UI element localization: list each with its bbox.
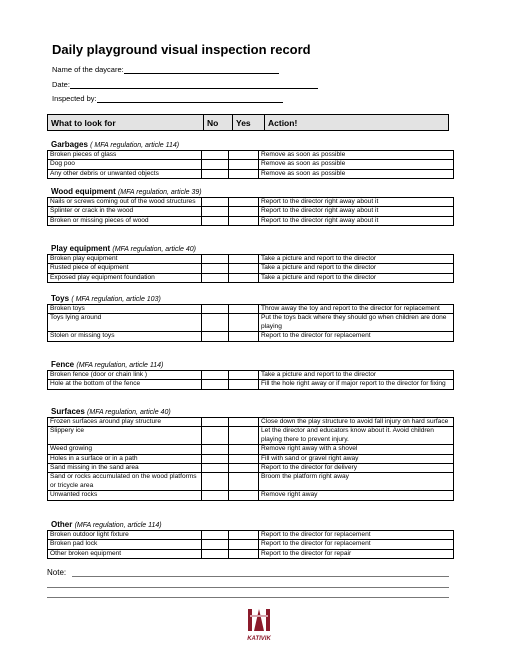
no-checkbox[interactable] (202, 314, 229, 332)
item-cell: Exposed play equipment foundation (48, 273, 202, 282)
yes-checkbox[interactable] (229, 531, 259, 540)
item-cell: Broken pieces of glass (48, 151, 202, 160)
section-regulation: (MFA regulation, article 114) (76, 362, 164, 369)
item-cell: Hole at the bottom of the fence (48, 380, 202, 389)
action-cell: Remove as soon as possible (259, 151, 454, 160)
action-cell: Take a picture and report to the director (259, 264, 454, 273)
yes-checkbox[interactable] (229, 198, 259, 207)
header-action: Action! (265, 115, 449, 131)
no-checkbox[interactable] (202, 332, 229, 341)
no-checkbox[interactable] (202, 473, 229, 491)
inspected-by-label: Inspected by: (52, 94, 97, 103)
table-row (48, 273, 454, 282)
section-table (47, 197, 454, 226)
yes-checkbox[interactable] (229, 305, 259, 314)
table-row (48, 473, 454, 491)
action-cell: Put the toys back where they should go when children are done playing (259, 314, 454, 332)
action-cell: Report to the director right away about it (259, 216, 454, 225)
table-row (48, 198, 454, 207)
date-line (70, 80, 318, 89)
item-cell: Broken toys (48, 305, 202, 314)
section-regulation: ( MFA regulation, article 114) (90, 142, 180, 149)
section-4 (47, 360, 451, 390)
item-cell: Broken outdoor light fixture (48, 531, 202, 540)
section-regulation: (MFA regulation, article 40) (112, 246, 197, 253)
section-name: Toys (51, 294, 70, 303)
section-1 (47, 187, 451, 226)
yes-checkbox[interactable] (229, 427, 259, 445)
no-checkbox[interactable] (202, 273, 229, 282)
no-checkbox[interactable] (202, 418, 229, 427)
no-checkbox[interactable] (202, 198, 229, 207)
action-cell: Remove as soon as possible (259, 169, 454, 178)
yes-checkbox[interactable] (229, 264, 259, 273)
item-cell: Unwanted rocks (48, 491, 202, 500)
action-cell: Remove right away with a shovel (259, 445, 454, 454)
section-name: Fence (51, 360, 75, 369)
no-checkbox[interactable] (202, 207, 229, 216)
section-name: Surfaces (51, 407, 85, 416)
no-checkbox[interactable] (202, 380, 229, 389)
item-cell: Slippery ice (48, 427, 202, 445)
section-regulation: (MFA regulation, article 40) (87, 409, 171, 416)
header-what: What to look for (48, 115, 204, 131)
no-checkbox[interactable] (202, 305, 229, 314)
yes-checkbox[interactable] (229, 418, 259, 427)
no-checkbox[interactable] (202, 216, 229, 225)
table-row (48, 305, 454, 314)
section-title (51, 360, 451, 370)
yes-checkbox[interactable] (229, 491, 259, 500)
no-checkbox[interactable] (202, 371, 229, 380)
daycare-line (124, 65, 279, 74)
item-cell: Any other debris or unwanted objects (48, 169, 202, 178)
table-row (48, 207, 454, 216)
item-cell: Holes in a surface or in a path (48, 454, 202, 463)
action-cell: Close down the play structure to avoid fall injury on hard surface (259, 418, 454, 427)
action-cell: Report to the director for replacement (259, 540, 454, 549)
item-cell: Weed growing (48, 445, 202, 454)
section-name: Other (51, 520, 73, 529)
table-row (48, 445, 454, 454)
date-field[interactable] (52, 80, 318, 89)
action-cell: Let the director and educators know about it. Avoid children playing there to prevent injury. (259, 427, 454, 445)
no-checkbox[interactable] (202, 549, 229, 558)
section-regulation: (MFA regulation, article 114) (74, 522, 162, 529)
item-cell: Sand missing in the sand area (48, 464, 202, 473)
section-regulation: ( MFA regulation, article 103) (71, 296, 161, 303)
no-checkbox[interactable] (202, 169, 229, 178)
inspected-by-field[interactable] (52, 94, 283, 103)
no-checkbox[interactable] (202, 491, 229, 500)
kativik-logo (243, 605, 275, 645)
table-row (48, 464, 454, 473)
table-row (48, 454, 454, 463)
action-cell: Broom the platform right away (259, 473, 454, 491)
item-cell: Frozen surfaces around play structure (48, 418, 202, 427)
table-row (48, 264, 454, 273)
table-row (48, 255, 454, 264)
header-no: No (204, 115, 233, 131)
action-cell: Report to the director for replacement (259, 531, 454, 540)
action-cell: Throw away the toy and report to the director for replacement (259, 305, 454, 314)
section-3 (47, 294, 451, 342)
table-row (48, 151, 454, 160)
item-cell: Rusted piece of equipment (48, 264, 202, 273)
item-cell: Sand or rocks accumulated on the wood platforms or tricycle area (48, 473, 202, 491)
no-checkbox[interactable] (202, 151, 229, 160)
yes-checkbox[interactable] (229, 464, 259, 473)
section-title (51, 187, 451, 197)
action-cell: Take a picture and report to the director (259, 255, 454, 264)
daycare-label: Name of the daycare: (52, 65, 124, 74)
item-cell: Broken or missing pieces of wood (48, 216, 202, 225)
yes-checkbox[interactable] (229, 314, 259, 332)
table-row (48, 314, 454, 332)
action-cell: Report to the director for delivery (259, 464, 454, 473)
table-row (48, 371, 454, 380)
table-row (48, 491, 454, 500)
table-row (48, 549, 454, 558)
yes-checkbox[interactable] (229, 151, 259, 160)
action-cell: Report to the director right away about it (259, 198, 454, 207)
date-label: Date: (52, 80, 70, 89)
section-title (51, 244, 451, 254)
no-checkbox[interactable] (202, 454, 229, 463)
action-cell: Take a picture and report to the director (259, 273, 454, 282)
section-name: Play equipment (51, 244, 111, 253)
table-row (48, 169, 454, 178)
section-title (51, 520, 451, 530)
yes-checkbox[interactable] (229, 540, 259, 549)
action-cell: Remove as soon as possible (259, 160, 454, 169)
yes-checkbox[interactable] (229, 380, 259, 389)
item-cell: Toys lying around (48, 314, 202, 332)
yes-checkbox[interactable] (229, 255, 259, 264)
no-checkbox[interactable] (202, 540, 229, 549)
section-table (47, 254, 454, 283)
item-cell: Broken play equipment (48, 255, 202, 264)
table-header (47, 114, 449, 131)
section-5 (47, 407, 451, 501)
no-checkbox[interactable] (202, 160, 229, 169)
note-label: Note: (47, 568, 67, 577)
table-row (48, 427, 454, 445)
document-title: Daily playground visual inspection record (52, 42, 311, 57)
yes-checkbox[interactable] (229, 207, 259, 216)
section-regulation: (MFA regulation, article 39) (117, 189, 202, 196)
action-cell: Fill the hole right away or if major report to the director for fixing (259, 380, 454, 389)
no-checkbox[interactable] (202, 445, 229, 454)
action-cell: Remove right away (259, 491, 454, 500)
action-cell: Report to the director for replacement (259, 332, 454, 341)
no-checkbox[interactable] (202, 427, 229, 445)
section-table (47, 150, 454, 179)
no-checkbox[interactable] (202, 531, 229, 540)
note-line-2[interactable] (47, 587, 449, 588)
section-name: Wood equipment (51, 187, 116, 196)
section-2 (47, 244, 451, 283)
section-table (47, 370, 454, 390)
yes-checkbox[interactable] (229, 473, 259, 491)
item-cell: Nails or screws coming out of the wood structures (48, 198, 202, 207)
section-name: Garbages (51, 140, 88, 149)
item-cell: Stolen or missing toys (48, 332, 202, 341)
action-cell: Take a picture and report to the director (259, 371, 454, 380)
yes-checkbox[interactable] (229, 169, 259, 178)
action-cell: Report to the director right away about it (259, 207, 454, 216)
yes-checkbox[interactable] (229, 454, 259, 463)
yes-checkbox[interactable] (229, 445, 259, 454)
item-cell: Dog poo (48, 160, 202, 169)
yes-checkbox[interactable] (229, 160, 259, 169)
logo-text: KATIVIK (247, 636, 271, 642)
no-checkbox[interactable] (202, 255, 229, 264)
section-title (51, 140, 451, 150)
table-row (48, 531, 454, 540)
section-title (51, 294, 451, 304)
yes-checkbox[interactable] (229, 216, 259, 225)
yes-checkbox[interactable] (229, 371, 259, 380)
note-line[interactable] (72, 576, 449, 577)
inspected-by-line (97, 94, 283, 103)
section-6 (47, 520, 451, 559)
item-cell: Broken pad lock (48, 540, 202, 549)
section-table (47, 530, 454, 559)
table-row (48, 380, 454, 389)
item-cell: Splinter or crack in the wood (48, 207, 202, 216)
header-yes: Yes (233, 115, 265, 131)
no-checkbox[interactable] (202, 464, 229, 473)
note-line-3[interactable] (47, 597, 449, 598)
item-cell: Broken fence (door or chain link ) (48, 371, 202, 380)
yes-checkbox[interactable] (229, 549, 259, 558)
action-cell: Report to the director for repair (259, 549, 454, 558)
table-row (48, 332, 454, 341)
section-title (51, 407, 451, 417)
section-0 (47, 140, 451, 179)
table-row (48, 540, 454, 549)
no-checkbox[interactable] (202, 264, 229, 273)
section-table (47, 304, 454, 342)
daycare-field[interactable] (52, 65, 279, 74)
table-row (48, 216, 454, 225)
item-cell: Other broken equipment (48, 549, 202, 558)
yes-checkbox[interactable] (229, 273, 259, 282)
table-row (48, 160, 454, 169)
action-cell: Fill with sand or gravel right away (259, 454, 454, 463)
yes-checkbox[interactable] (229, 332, 259, 341)
section-table (47, 417, 454, 501)
table-row (48, 418, 454, 427)
